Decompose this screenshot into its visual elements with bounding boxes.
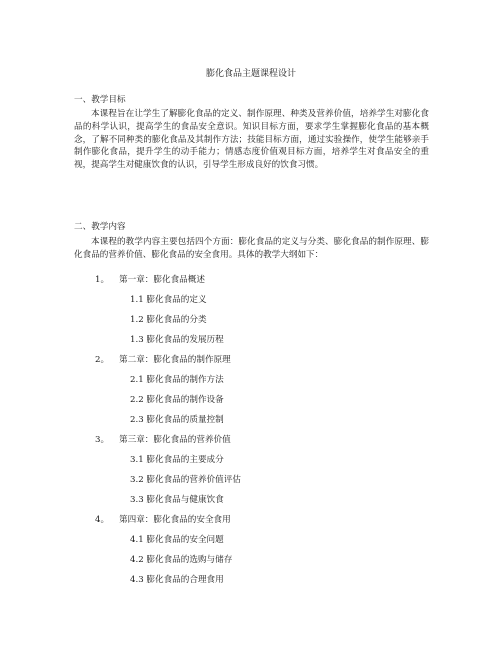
subsection-item: 1.1 膨化食品的定义 bbox=[130, 295, 207, 305]
subsection-item: 2.1 膨化食品的制作方法 bbox=[130, 375, 224, 385]
subsection-item: 2.3 膨化食品的质量控制 bbox=[130, 415, 224, 425]
subsection-item: 4.3 膨化食品的合理食用 bbox=[130, 575, 224, 585]
subsection-item: 4.1 膨化食品的安全问题 bbox=[130, 535, 224, 545]
chapter-title: 第一章：膨化食品概述 bbox=[119, 275, 205, 285]
subsection-item: 2.2 膨化食品的制作设备 bbox=[130, 395, 224, 405]
section-heading-content: 二、教学内容 bbox=[74, 222, 126, 232]
chapter-number: 4。 bbox=[95, 515, 110, 525]
chapter-item bbox=[95, 274, 205, 286]
chapter-title: 第四章：膨化食品的安全食用 bbox=[119, 515, 231, 525]
chapter-item bbox=[95, 354, 231, 366]
paragraph-objectives: 本课程旨在让学生了解膨化食品的定义、制作原理、种类及营养价值，培养学生对膨化食品的科学认识，提高学生的食品安全意识。知识目标方面，要求学生掌握膨化食品的基本概念，了解不同种类的膨化食品及其制作方法；技能目标方面，通过实验操作，使学生能够亲手制作膨化食品，提升学生的动手能力；情感态度价值观目标方面，培养学生对食品安全的重视，提高学生对健康饮食的认识，引导学生形成良好的饮食习惯。 bbox=[74, 109, 429, 171]
chapter-title: 第二章：膨化食品的制作原理 bbox=[119, 355, 231, 365]
chapter-title: 第三章：膨化食品的营养价值 bbox=[119, 435, 231, 445]
chapter-number: 3。 bbox=[95, 435, 110, 445]
chapter-item bbox=[95, 514, 231, 526]
section-heading-objectives: 一、教学目标 bbox=[74, 95, 126, 105]
subsection-item: 3.2 膨化食品的营养价值评估 bbox=[130, 475, 241, 485]
chapter-number: 1。 bbox=[95, 275, 110, 285]
subsection-item: 1.2 膨化食品的分类 bbox=[130, 315, 207, 325]
subsection-item: 3.1 膨化食品的主要成分 bbox=[130, 455, 224, 465]
paragraph-content: 本课程的教学内容主要包括四个方面：膨化食品的定义与分类、膨化食品的制作原理、膨化食品的营养价值、膨化食品的安全食用。具体的教学大纲如下： bbox=[74, 237, 429, 260]
chapter-number: 2。 bbox=[95, 355, 110, 365]
subsection-item: 1.3 膨化食品的发展历程 bbox=[130, 335, 224, 345]
document-title: 膨化食品主题课程设计 bbox=[205, 69, 296, 79]
chapter-item bbox=[95, 434, 231, 446]
subsection-item: 4.2 膨化食品的选购与储存 bbox=[130, 555, 233, 565]
subsection-item: 3.3 膨化食品与健康饮食 bbox=[130, 495, 224, 505]
